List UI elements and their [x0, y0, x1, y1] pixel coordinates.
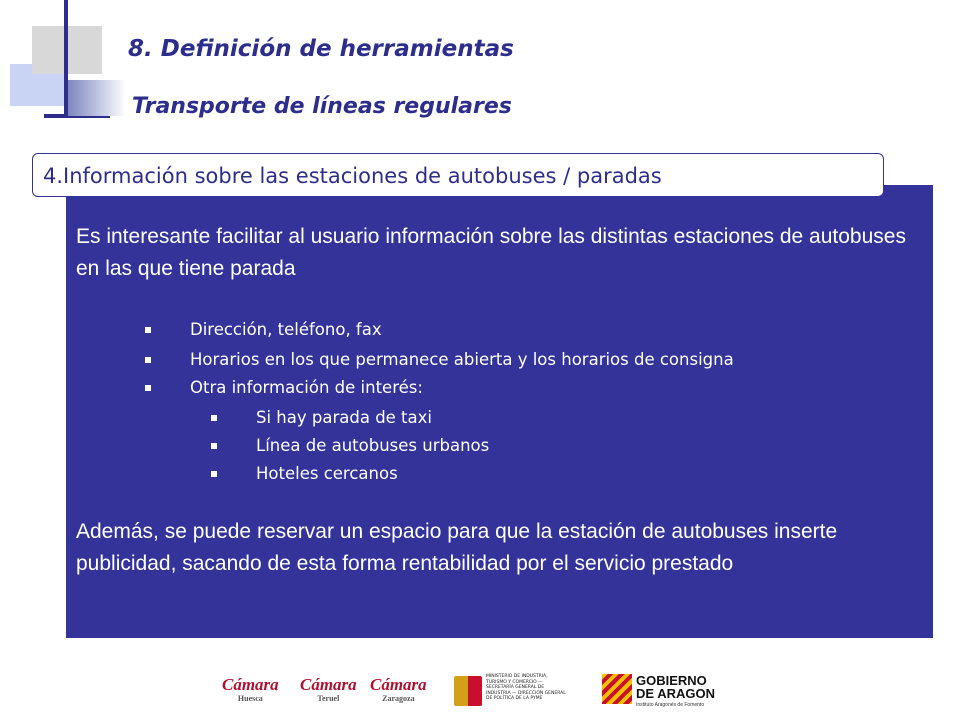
camara-word: Cámara: [370, 675, 427, 694]
camara-city: Teruel: [317, 694, 340, 703]
sub-bullet-text: Hoteles cercanos: [256, 464, 398, 483]
ministry-text: MINISTERIO DE INDUSTRIA, TURISMO Y COMERCIO — SECRETARÍA GENERAL DE INDUSTRIA — DIRECCIÓN GENERAL DE POLÍTICA DE LA PYME: [486, 674, 566, 701]
bullet-item: [190, 346, 734, 374]
bullet-text: Otra información de interés:: [190, 378, 423, 397]
bullet-text: Horarios en los que permanece abierta y los horarios de consigna: [190, 350, 734, 369]
sub-bullet-item: [256, 404, 432, 432]
bullet-text: Dirección, teléfono, fax: [190, 320, 382, 339]
page-subtitle: Transporte de líneas regulares: [132, 94, 512, 119]
camara-teruel-logo: [300, 676, 357, 704]
camara-zaragoza-logo: [370, 676, 427, 704]
square-bullet-icon: [145, 385, 151, 391]
bullet-item: [190, 316, 382, 344]
square-bullet-icon: [145, 327, 151, 333]
square-bullet-icon: [211, 443, 217, 449]
page-title: 8. Definición de herramientas: [128, 36, 514, 62]
intro-paragraph: Es interesante facilitar al usuario información sobre las distintas estaciones de autobuses en las que tiene parada: [76, 225, 906, 280]
camara-city: Huesca: [237, 694, 263, 703]
square-bullet-icon: [211, 471, 217, 477]
bullet-item: [190, 374, 423, 402]
closing-paragraph: Además, se puede reservar un espacio para que la estación de autobuses inserte publicidad, sacando de esta forma rentabilidad por el servicio prestado: [76, 520, 838, 575]
decor-gradient-bar: [68, 80, 126, 116]
camara-huesca-logo: [222, 676, 279, 704]
sub-bullet-text: Línea de autobuses urbanos: [256, 436, 490, 455]
sub-bullet-item: [256, 460, 398, 488]
gobierno-aragon-logo: [602, 672, 722, 712]
coat-of-arms-icon: [454, 676, 482, 706]
square-bullet-icon: [145, 357, 151, 363]
aragon-subtitle: Instituto Aragonés de Fomento: [636, 702, 705, 708]
camara-city: Zaragoza: [382, 694, 415, 703]
sponsor-logos: [222, 672, 722, 712]
sub-bullet-text: Si hay parada de taxi: [256, 408, 432, 427]
aragon-flag-icon: [602, 674, 632, 704]
ministry-logo: [454, 674, 569, 708]
camara-word: Cámara: [222, 675, 279, 694]
aragon-name: GOBIERNO DE ARAGON: [636, 673, 715, 701]
sub-bullet-item: [256, 432, 489, 460]
square-bullet-icon: [211, 415, 217, 421]
section-heading: 4.Información sobre las estaciones de autobuses / paradas: [32, 153, 884, 197]
camara-word: Cámara: [300, 675, 357, 694]
